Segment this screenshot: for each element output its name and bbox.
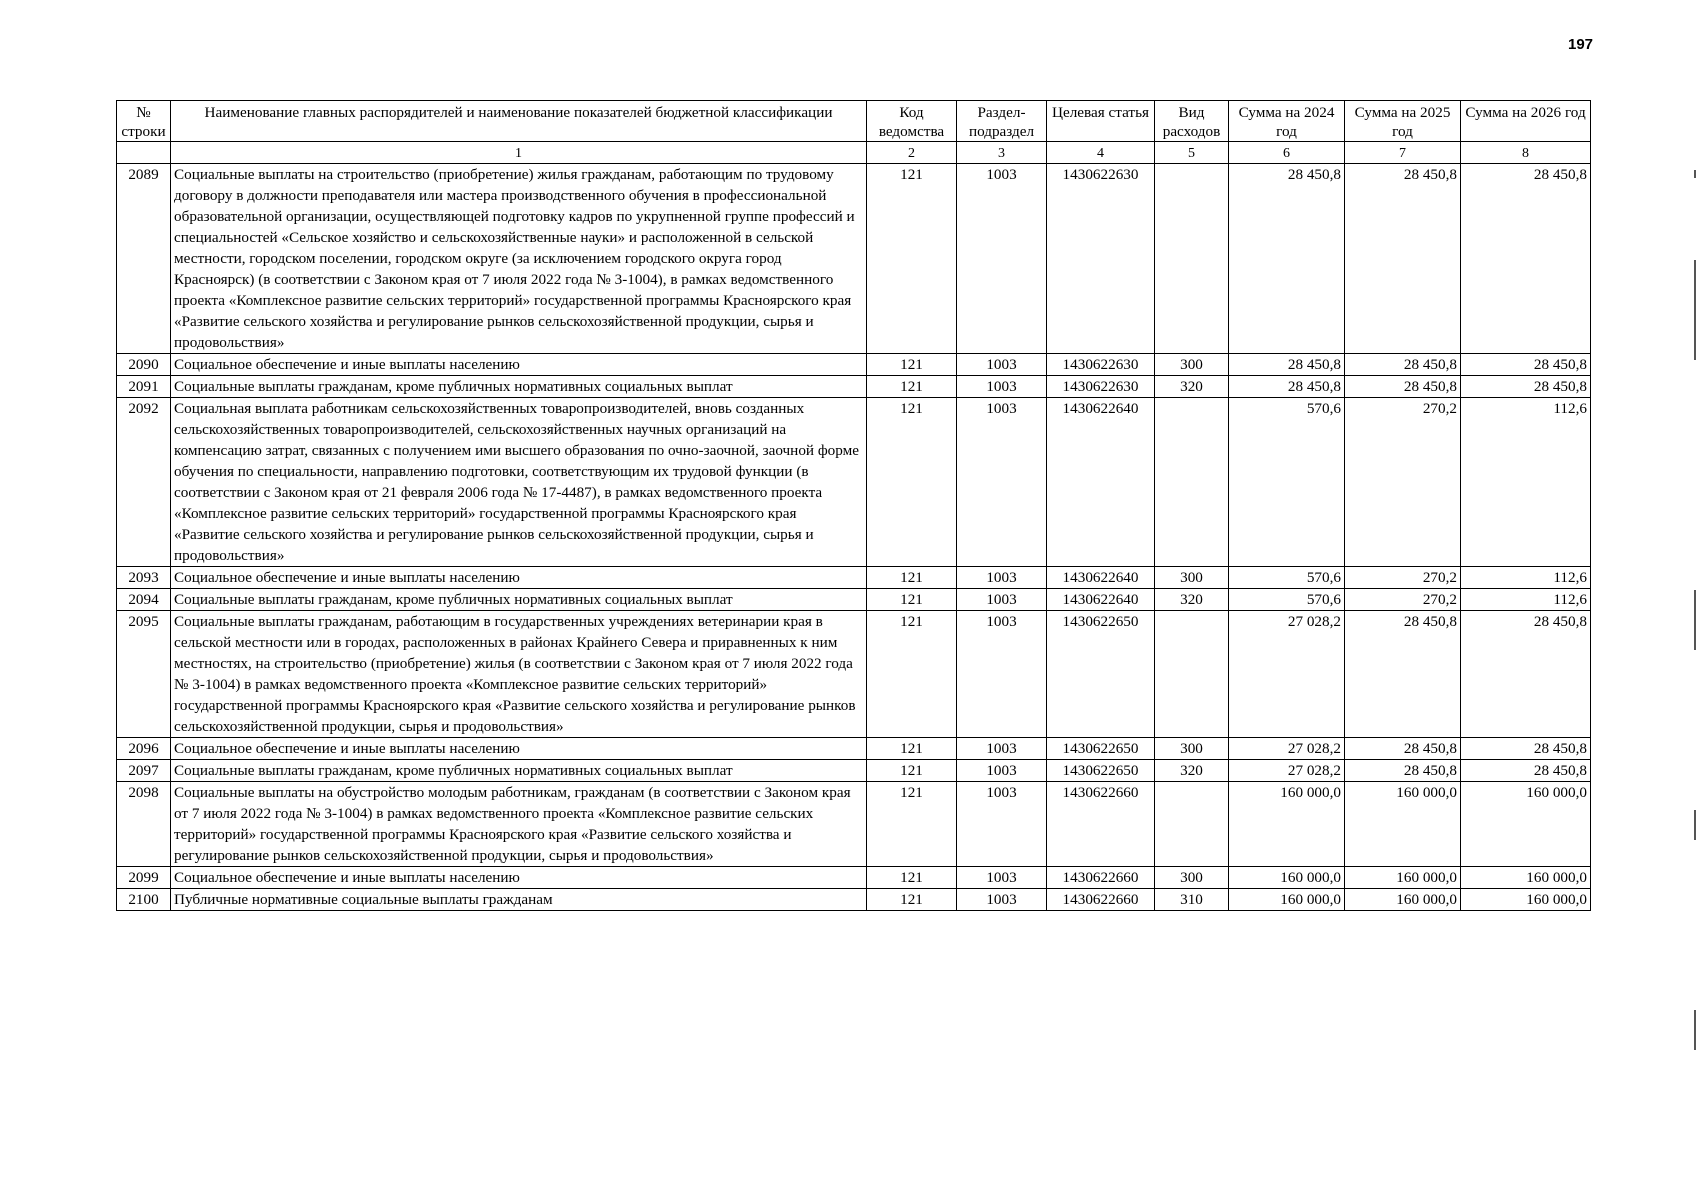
- column-number-row: [117, 142, 1591, 164]
- row-name: Социальное обеспечение и иные выплаты населению: [171, 738, 867, 760]
- sum-2025: 160 000,0: [1345, 782, 1461, 867]
- sum-2024: 28 450,8: [1229, 164, 1345, 354]
- header-row: [117, 101, 1591, 142]
- row-number: 2095: [117, 611, 171, 738]
- table-row: [117, 567, 1591, 589]
- section-code: 1003: [957, 567, 1047, 589]
- header-sum-2024: Сумма на 2024 год: [1229, 101, 1345, 142]
- sum-2026: 28 450,8: [1461, 611, 1591, 738]
- table-row: [117, 398, 1591, 567]
- table-row: [117, 867, 1591, 889]
- table-body: [117, 164, 1591, 911]
- header-target: Целевая статья: [1047, 101, 1155, 142]
- sum-2025: 28 450,8: [1345, 354, 1461, 376]
- section-code: 1003: [957, 398, 1047, 567]
- header-sum-2026: Сумма на 2026 год: [1461, 101, 1591, 142]
- expense-type: 320: [1155, 589, 1229, 611]
- sum-2026: 112,6: [1461, 589, 1591, 611]
- target-code: 1430622630: [1047, 354, 1155, 376]
- table-row: [117, 376, 1591, 398]
- dept-code: 121: [867, 760, 957, 782]
- section-code: 1003: [957, 889, 1047, 911]
- sum-2024: 570,6: [1229, 567, 1345, 589]
- sum-2026: 160 000,0: [1461, 867, 1591, 889]
- sum-2026: 28 450,8: [1461, 376, 1591, 398]
- header-sum-2025: Сумма на 2025 год: [1345, 101, 1461, 142]
- target-code: 1430622650: [1047, 738, 1155, 760]
- expense-type: 300: [1155, 738, 1229, 760]
- table-row: [117, 760, 1591, 782]
- expense-type: [1155, 782, 1229, 867]
- section-code: 1003: [957, 867, 1047, 889]
- row-name: Социальное обеспечение и иные выплаты населению: [171, 867, 867, 889]
- dept-code: 121: [867, 738, 957, 760]
- expense-type: 300: [1155, 567, 1229, 589]
- row-number: 2093: [117, 567, 171, 589]
- row-name: Социальное обеспечение и иные выплаты населению: [171, 354, 867, 376]
- table-row: [117, 889, 1591, 911]
- sum-2024: 28 450,8: [1229, 376, 1345, 398]
- target-code: 1430622630: [1047, 164, 1155, 354]
- sum-2024: 27 028,2: [1229, 738, 1345, 760]
- dept-code: 121: [867, 376, 957, 398]
- dept-code: 121: [867, 567, 957, 589]
- sum-2024: 28 450,8: [1229, 354, 1345, 376]
- column-number: 5: [1155, 142, 1229, 164]
- sum-2025: 28 450,8: [1345, 760, 1461, 782]
- sum-2026: 160 000,0: [1461, 782, 1591, 867]
- sum-2026: 112,6: [1461, 398, 1591, 567]
- table-row: [117, 782, 1591, 867]
- section-code: 1003: [957, 760, 1047, 782]
- row-name: Социальное обеспечение и иные выплаты населению: [171, 567, 867, 589]
- target-code: 1430622660: [1047, 867, 1155, 889]
- section-code: 1003: [957, 589, 1047, 611]
- sum-2025: 160 000,0: [1345, 889, 1461, 911]
- target-code: 1430622630: [1047, 376, 1155, 398]
- dept-code: 121: [867, 611, 957, 738]
- sum-2025: 28 450,8: [1345, 164, 1461, 354]
- expense-type: 300: [1155, 354, 1229, 376]
- dept-code: 121: [867, 782, 957, 867]
- row-number: 2098: [117, 782, 171, 867]
- row-name: Социальные выплаты гражданам, кроме публичных нормативных социальных выплат: [171, 376, 867, 398]
- column-number: 2: [867, 142, 957, 164]
- column-number: 4: [1047, 142, 1155, 164]
- sum-2024: 27 028,2: [1229, 611, 1345, 738]
- header-dept-code: Код ведомства: [867, 101, 957, 142]
- dept-code: 121: [867, 354, 957, 376]
- section-code: 1003: [957, 376, 1047, 398]
- row-number: 2090: [117, 354, 171, 376]
- row-number: 2091: [117, 376, 171, 398]
- sum-2025: 270,2: [1345, 398, 1461, 567]
- header-expense-type: Вид расходов: [1155, 101, 1229, 142]
- expense-type: 300: [1155, 867, 1229, 889]
- section-code: 1003: [957, 164, 1047, 354]
- row-name: Социальные выплаты гражданам, кроме публичных нормативных социальных выплат: [171, 589, 867, 611]
- row-number: 2094: [117, 589, 171, 611]
- column-number: 3: [957, 142, 1047, 164]
- row-number: 2100: [117, 889, 171, 911]
- row-number: 2099: [117, 867, 171, 889]
- row-name: Социальные выплаты на строительство (приобретение) жилья гражданам, работающим по трудовому договору в должности преподавателя или мастера производственного обучения в профессиональной образовательной организации, осуществляющей подготовку кадров по укрупненной группе профессий и специальностей «Сельское хозяйство и сельскохозяйственные науки» и расположенной в сельской местности, городском поселении, городском округе (за исключением городского округа город Красноярск) (в соответствии с Законом края от 7 июля 2022 года № 3-1004), в рамках ведомственного проекта «Комплексное развитие сельских территорий» государственной программы Красноярского края «Развитие сельского хозяйства и регулирование рынков сельскохозяйственной продукции, сырья и продовольствия»: [171, 164, 867, 354]
- sum-2026: 28 450,8: [1461, 354, 1591, 376]
- column-number: 1: [171, 142, 867, 164]
- row-number: 2097: [117, 760, 171, 782]
- row-name: Социальные выплаты гражданам, работающим в государственных учреждениях ветеринарии края в сельской местности или в городах, расположенных в районах Крайнего Севера и приравненных к ним местностях, на строительство (приобретение) жилья (в соответствии с Законом края от 7 июля 2022 года № 3-1004) в рамках ведомственного проекта «Комплексное развитие сельских территорий» государственной программы Красноярского края «Развитие сельского хозяйства и регулирование рынков сельскохозяйственной продукции, сырья и продовольствия»: [171, 611, 867, 738]
- section-code: 1003: [957, 611, 1047, 738]
- page-number: 197: [1568, 36, 1594, 53]
- sum-2024: 160 000,0: [1229, 867, 1345, 889]
- sum-2026: 160 000,0: [1461, 889, 1591, 911]
- expense-type: 320: [1155, 760, 1229, 782]
- target-code: 1430622640: [1047, 398, 1155, 567]
- expense-type: 320: [1155, 376, 1229, 398]
- column-number: 6: [1229, 142, 1345, 164]
- row-number: 2096: [117, 738, 171, 760]
- row-name: Социальные выплаты на обустройство молодым работникам, гражданам (в соответствии с Законом края от 7 июля 2022 года № 3-1004) в рамках ведомственного проекта «Комплексное развитие сельских территорий» государственной программы Красноярского края «Развитие сельского хозяйства и регулирование рынков сельскохозяйственной продукции, сырья и продовольствия»: [171, 782, 867, 867]
- section-code: 1003: [957, 354, 1047, 376]
- sum-2024: 570,6: [1229, 589, 1345, 611]
- budget-table: [116, 100, 1591, 911]
- sum-2025: 28 450,8: [1345, 738, 1461, 760]
- sum-2025: 28 450,8: [1345, 611, 1461, 738]
- column-number: 7: [1345, 142, 1461, 164]
- sum-2025: 160 000,0: [1345, 867, 1461, 889]
- dept-code: 121: [867, 867, 957, 889]
- section-code: 1003: [957, 738, 1047, 760]
- sum-2024: 27 028,2: [1229, 760, 1345, 782]
- table-row: [117, 738, 1591, 760]
- sum-2026: 112,6: [1461, 567, 1591, 589]
- sum-2026: 28 450,8: [1461, 738, 1591, 760]
- table-row: [117, 611, 1591, 738]
- scan-edge-marks: [1692, 170, 1696, 1070]
- expense-type: 310: [1155, 889, 1229, 911]
- sum-2024: 570,6: [1229, 398, 1345, 567]
- target-code: 1430622660: [1047, 782, 1155, 867]
- row-name: Социальные выплаты гражданам, кроме публичных нормативных социальных выплат: [171, 760, 867, 782]
- section-code: 1003: [957, 782, 1047, 867]
- row-name: Публичные нормативные социальные выплаты гражданам: [171, 889, 867, 911]
- sum-2026: 28 450,8: [1461, 760, 1591, 782]
- table-row: [117, 589, 1591, 611]
- sum-2025: 270,2: [1345, 589, 1461, 611]
- target-code: 1430622650: [1047, 760, 1155, 782]
- column-number: [117, 142, 171, 164]
- sum-2024: 160 000,0: [1229, 889, 1345, 911]
- row-number: 2092: [117, 398, 171, 567]
- target-code: 1430622640: [1047, 567, 1155, 589]
- header-section: Раздел-подраздел: [957, 101, 1047, 142]
- dept-code: 121: [867, 589, 957, 611]
- table-row: [117, 164, 1591, 354]
- dept-code: 121: [867, 398, 957, 567]
- row-number: 2089: [117, 164, 171, 354]
- column-number: 8: [1461, 142, 1591, 164]
- sum-2026: 28 450,8: [1461, 164, 1591, 354]
- row-name: Социальная выплата работникам сельскохозяйственных товаропроизводителей, вновь созданных сельскохозяйственных товаропроизводителей, сельскохозяйственных научных организаций на компенсацию затрат, связанных с получением ими высшего образования по очно-заочной, заочной форме обучения по специальности, направлению подготовки, соответствующим их трудовой функции (в соответствии с Законом края от 21 февраля 2006 года № 17-4487), в рамках ведомственного проекта «Комплексное развитие сельских территорий» государственной программы Красноярского края «Развитие сельского хозяйства и регулирование рынков сельскохозяйственной продукции, сырья и продовольствия»: [171, 398, 867, 567]
- header-row-no: № строки: [117, 101, 171, 142]
- dept-code: 121: [867, 889, 957, 911]
- target-code: 1430622650: [1047, 611, 1155, 738]
- target-code: 1430622660: [1047, 889, 1155, 911]
- expense-type: [1155, 398, 1229, 567]
- expense-type: [1155, 611, 1229, 738]
- dept-code: 121: [867, 164, 957, 354]
- sum-2025: 270,2: [1345, 567, 1461, 589]
- target-code: 1430622640: [1047, 589, 1155, 611]
- sum-2025: 28 450,8: [1345, 376, 1461, 398]
- sum-2024: 160 000,0: [1229, 782, 1345, 867]
- table-row: [117, 354, 1591, 376]
- header-name: Наименование главных распорядителей и наименование показателей бюджетной классификации: [171, 101, 867, 142]
- expense-type: [1155, 164, 1229, 354]
